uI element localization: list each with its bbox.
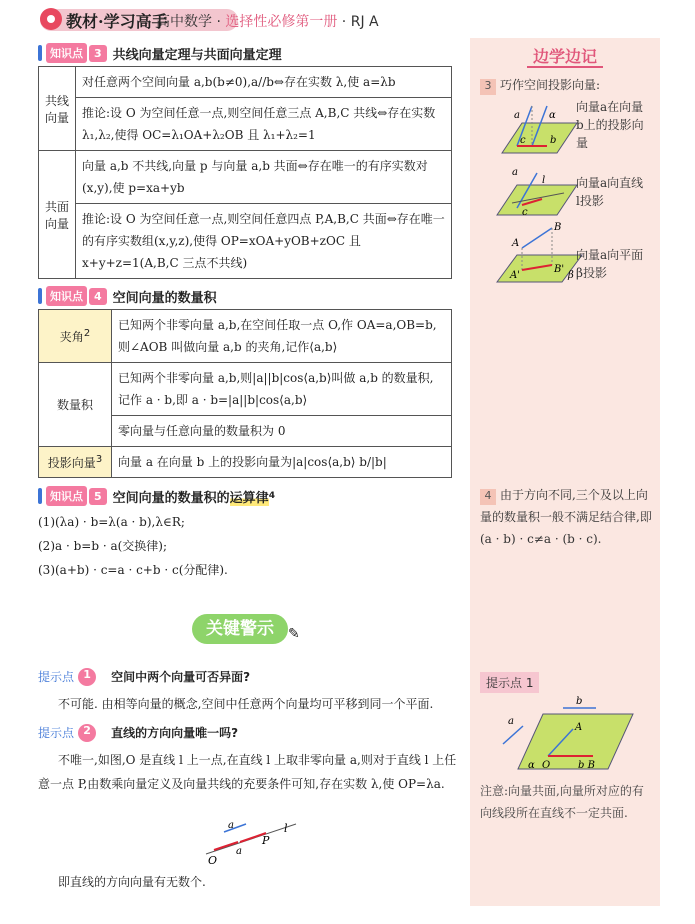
section-5-heading [38,486,275,506]
row-label [39,67,76,151]
header-brand: 教材·学习高手 [66,12,168,31]
angle-definition: 已知两个非零向量 a,b,在空间任取一点 O,作 OA=a,OB=b,则∠AOB 叫做向量 a,b 的夹角,记作⟨a,b⟩ [112,310,452,363]
tip-1-heading [38,666,250,686]
sidebar-title-underline [527,66,603,68]
svg-text:β: β [568,270,574,281]
zero-vector-rule: 零向量与任意向量的数量积为 0 [112,416,452,447]
svg-text:A': A' [510,270,520,281]
law-3: (3)(a+b) · c=a · c+b · c(分配律). [38,563,228,577]
section-title: 共线向量定理与共面向量定理 [112,47,282,63]
section-bar-icon [38,488,42,504]
svg-text:b: b [576,696,583,707]
section-number: 3 [89,45,107,62]
section-title-highlight: 运算律 [230,487,269,506]
projection-onto-line-diagram [492,163,582,221]
theorem-table [38,66,452,279]
projection-caption-1: 向量a在向量b上的投影向量 [576,100,644,150]
svg-text:b: b [550,135,557,146]
header-dot-icon [40,8,62,30]
collinear-theorem: 对任意两个空间向量 a,b(b≠0),a//b⇔存在实数 λ,使 a=λb [76,67,452,98]
section-4-heading [38,286,217,306]
tip-label [38,668,96,686]
operation-laws [38,510,458,582]
footnote-mark: 2 [83,327,91,339]
tip-2-conclusion: 即直线的方向向量有无数个. [58,875,206,889]
dot-product-definition: 已知两个非零向量 a,b,则|a||b|cos⟨a,b⟩叫做 a,b 的数量积,记作 a · b,即 a · b=|a||b|cos⟨a,b⟩ [112,363,452,416]
section-tag: 知识点 [46,43,87,63]
footnote-mark: 4 [268,491,275,501]
section-number: 5 [89,488,107,505]
tip-label-text: 提示点 [38,726,75,740]
projection-definition: 向量 a 在向量 b 上的投影向量为|a|cos⟨a,b⟩ b/|b| [112,447,452,478]
row-label-text: 共面 向量 [44,199,69,231]
row-label [39,151,76,279]
section-bar-icon [38,288,42,304]
svg-text:l: l [284,822,288,835]
svg-text:α: α [528,760,535,771]
projection-label [39,447,112,478]
note-text: 由于方向不同,三个及以上向量的数量积一般不满足结合律,即(a · b) · c≠a · (b · c). [480,488,652,546]
svg-text:a: a [228,820,234,831]
section-tag: 知识点 [46,286,87,306]
tip-question: 空间中两个向量可否异面? [111,670,251,684]
note-number: 4 [480,489,496,505]
collinear-corollary: 推论:设 O 为空间任意一点,则空间任意三点 A,B,C 共线⇔存在实数 λ₁,λ₂,使得 OC=λ₁OA+λ₂OB 且 λ₁+λ₂=1 [76,98,452,151]
tip-label [38,724,96,742]
svg-text:a: a [514,110,520,121]
svg-text:b B: b B [578,760,595,771]
svg-text:a: a [508,716,514,727]
section-3-heading [38,43,282,63]
law-2: (2)a · b=b · a(交换律); [38,539,168,553]
tip-1-answer: 不可能. 由相等向量的概念,空间中任意两个向量均可平移到同一个平面. [58,697,434,711]
tip-question: 直线的方向向量唯一吗? [111,726,239,740]
sidebar-title: 边学边记 [532,47,597,66]
section-tag: 知识点 [46,486,87,506]
projection-onto-vector-diagram [492,98,582,158]
sidebar-note-4 [480,484,655,550]
law-1: (1)(λa) · b=λ(a · b),λ∈R; [38,515,185,529]
coplanar-theorem: 向量 a,b 不共线,向量 p 与向量 a,b 共面⇔存在唯一的有序实数对(x,y),使 p=xa+yb [76,151,452,204]
page-header [0,0,695,38]
svg-text:O: O [208,854,218,866]
svg-text:P: P [262,834,270,847]
section-number: 4 [89,288,107,305]
projection-label-text: 投影向量 [47,455,96,470]
coplanar-corollary: 推论:设 O 为空间任意一点,则空间任意四点 P,A,B,C 共面⇔存在唯一的有序实数组(x,y,z),使得 OP=xOA+yOB+zOC 且 x+y+z=1(A,B,C 三点不共线) [76,204,452,279]
svg-text:a: a [512,167,518,178]
note-title: 巧作空间投影向量: [500,78,601,92]
svg-text:B: B [554,222,562,233]
tip-number: 1 [78,668,96,686]
section-bar-icon [38,45,42,61]
tip-label-text: 提示点 [38,670,75,684]
svg-text:A: A [512,238,520,249]
tip-2-heading [38,722,238,742]
footnote-mark: 3 [95,453,103,465]
angle-label [39,310,112,363]
pointer-icon: ✎ [288,626,300,642]
angle-label-text: 夹角 [59,329,84,344]
section-title: 空间向量的数量积 [112,290,217,306]
projection-caption-2: 向量a向直线l投影 [576,176,644,208]
section-title: 空间向量的数量积的 [112,490,230,506]
direction-vector-diagram [196,814,306,866]
svg-text:c: c [522,207,528,218]
dot-product-table [38,309,452,478]
key-warning-banner: 关键警示 [192,614,288,644]
projection-caption-3: 向量a向平面β投影 [576,248,644,280]
dot-product-label: 数量积 [39,363,112,447]
sidebar-tip-label: 提示点 1 [480,672,539,693]
svg-text:l: l [542,175,546,186]
tip-2-answer: 不唯一,如图,O 是直线 l 上一点,在直线 l 上取非零向量 a,则对于直线 l 上任意一点 P,由数乘向量定义及向量共线的充要条件可知,存在实数 λ,使 OP=λa. [38,753,457,791]
note-number: 3 [480,79,496,95]
coplanar-vectors-diagram [498,694,638,776]
sidebar-note-3 [480,74,650,96]
svg-text:A: A [575,722,583,733]
svg-text:c: c [520,135,526,146]
header-course: 高中数学 · 选择性必修第一册 · RJ A [156,14,379,30]
svg-text:O: O [542,760,551,771]
svg-text:a: a [236,846,242,857]
svg-text:B': B' [554,264,565,275]
sidebar-tip-note: 注意:向量共面,向量所对应的有向线段所在直线不一定共面. [480,784,644,820]
svg-text:α: α [549,110,556,121]
projection-onto-plane-diagram [492,220,584,290]
tip-number: 2 [78,724,96,742]
row-label-text: 共线 向量 [44,93,69,125]
